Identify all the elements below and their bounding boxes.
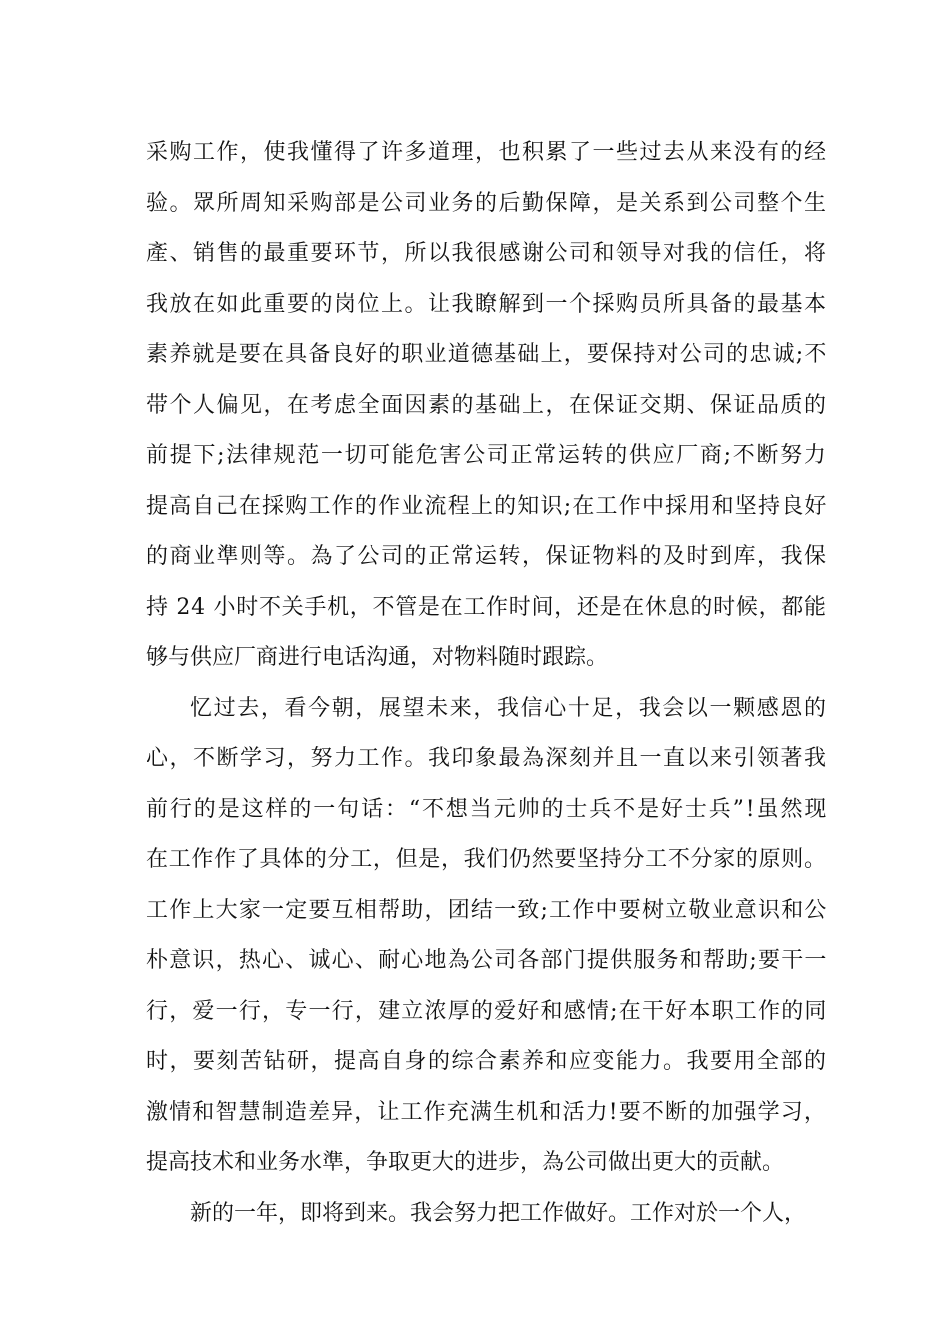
text-line: 验。眾所周知采购部是公司业务的后勤保障，是关系到公司整个生 [146,190,828,216]
text-line: 心，不断学习，努力工作。我印象最為深刻并且一直以来引领著我 [146,746,828,771]
text-line: 我放在如此重要的岗位上。让我瞭解到一个採购员所具备的最基本 [146,291,828,317]
text-line: 持 24 小时不关手机，不管是在工作时间，还是在休息的时候，都能 [146,594,827,620]
text-line: 的商业準则等。為了公司的正常运转，保证物料的及时到库，我保 [146,544,828,569]
text-line: 產、销售的最重要环节，所以我很感谢公司和领导对我的信任，将 [146,241,828,266]
text-line: 工作上大家一定要互相帮助，团结一致;工作中要树立敬业意识和公 [146,897,828,923]
text-line: 在工作作了具体的分工，但是，我们仍然要坚持分工不分家的原则。 [146,847,827,872]
text-line: 朴意识，热心、诚心、耐心地為公司各部门提供服务和帮助;要干一 [146,948,828,973]
text-line: 提高技术和业务水準，争取更大的进步，為公司做出更大的贡献。 [146,1150,785,1175]
text-line: 行，爱一行，专一行，建立浓厚的爱好和感情;在干好本职工作的同 [146,998,828,1024]
text-line: 素养就是要在具备良好的职业道德基础上，要保持对公司的忠诚;不 [146,342,828,367]
text-line: 忆过去，看今朝，展望未来，我信心十足，我会以一颗感恩的 [190,695,828,721]
text-line: 新的一年，即将到来。我会努力把工作做好。工作对於一个人， [190,1200,807,1226]
text-line: 提高自己在採购工作的作业流程上的知识;在工作中採用和坚持良好 [146,493,828,519]
text-line: 前行的是这样的一句话：“不想当元帅的士兵不是好士兵”!虽然现 [146,796,829,822]
text-line: 够与供应厂商进行电话沟通，对物料随时跟踪。 [146,645,609,670]
text-line: 激情和智慧制造差异，让工作充满生机和活力!要不断的加强学习， [146,1099,827,1125]
text-line: 带个人偏见，在考虑全面因素的基础上，在保证交期、保证品质的 [146,392,828,418]
text-line: 前提下;法律规范一切可能危害公司正常运转的供应厂商;不断努力 [146,443,828,468]
text-line: 时，要刻苦钻研，提高自身的综合素养和应变能力。我要用全部的 [146,1049,828,1074]
text-line: 采购工作，使我懂得了许多道理，也积累了一些过去从来没有的经 [146,140,828,165]
